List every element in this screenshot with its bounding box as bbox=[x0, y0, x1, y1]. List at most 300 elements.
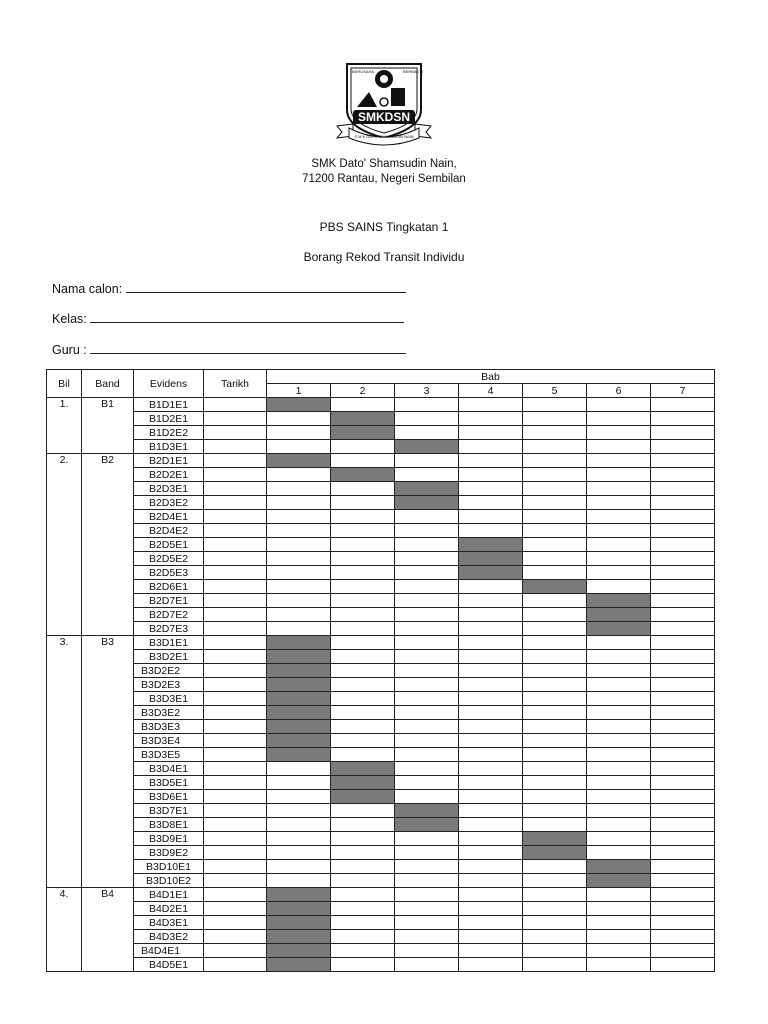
bil-cell bbox=[47, 608, 82, 622]
evidens-cell: B3D2E2 bbox=[134, 664, 204, 678]
bab-cell bbox=[651, 776, 715, 790]
bab-cell bbox=[459, 804, 523, 818]
bab-cell bbox=[523, 538, 587, 552]
bil-cell bbox=[47, 678, 82, 692]
bab-cell bbox=[459, 916, 523, 930]
bil-cell bbox=[47, 552, 82, 566]
bab-cell bbox=[331, 916, 395, 930]
bab-cell bbox=[395, 454, 459, 468]
tarikh-cell[interactable] bbox=[204, 804, 267, 818]
bab-cell bbox=[587, 930, 651, 944]
bab-cell bbox=[523, 720, 587, 734]
tarikh-cell[interactable] bbox=[204, 580, 267, 594]
tarikh-cell[interactable] bbox=[204, 748, 267, 762]
tarikh-cell[interactable] bbox=[204, 818, 267, 832]
tarikh-cell[interactable] bbox=[204, 510, 267, 524]
bab-cell bbox=[651, 734, 715, 748]
table-row bbox=[47, 468, 715, 482]
bab-cell bbox=[459, 468, 523, 482]
bab-cell bbox=[587, 748, 651, 762]
bab-cell bbox=[587, 482, 651, 496]
tarikh-cell[interactable] bbox=[204, 622, 267, 636]
bil-cell bbox=[47, 468, 82, 482]
bab-cell bbox=[651, 944, 715, 958]
band-cell bbox=[82, 412, 134, 426]
bab-cell-shaded bbox=[267, 958, 331, 972]
table-row bbox=[47, 748, 715, 762]
bab-cell bbox=[267, 524, 331, 538]
bab-cell bbox=[395, 664, 459, 678]
bab-cell bbox=[331, 706, 395, 720]
bab-cell bbox=[587, 552, 651, 566]
bil-cell bbox=[47, 874, 82, 888]
guru-label: Guru : bbox=[52, 343, 87, 357]
tarikh-cell[interactable] bbox=[204, 692, 267, 706]
tarikh-cell[interactable] bbox=[204, 776, 267, 790]
tarikh-cell[interactable] bbox=[204, 468, 267, 482]
bab-cell bbox=[523, 412, 587, 426]
tarikh-cell[interactable] bbox=[204, 496, 267, 510]
bab-cell bbox=[651, 874, 715, 888]
evidens-cell: B3D3E2 bbox=[134, 706, 204, 720]
bab-cell bbox=[331, 832, 395, 846]
bab-cell bbox=[587, 510, 651, 524]
tarikh-cell[interactable] bbox=[204, 650, 267, 664]
bab-cell-shaded bbox=[267, 944, 331, 958]
tarikh-cell[interactable] bbox=[204, 636, 267, 650]
kelas-label: Kelas: bbox=[52, 312, 87, 326]
bab-cell bbox=[459, 482, 523, 496]
tarikh-cell[interactable] bbox=[204, 412, 267, 426]
bab-cell bbox=[651, 720, 715, 734]
band-cell bbox=[82, 916, 134, 930]
bab-cell bbox=[587, 678, 651, 692]
evidens-cell: B3D1E1 bbox=[134, 636, 204, 650]
tarikh-cell[interactable] bbox=[204, 440, 267, 454]
bab-cell bbox=[587, 944, 651, 958]
bab-cell bbox=[651, 692, 715, 706]
table-row bbox=[47, 566, 715, 580]
bab-cell bbox=[523, 510, 587, 524]
bab-cell bbox=[395, 790, 459, 804]
table-row bbox=[47, 762, 715, 776]
band-cell bbox=[82, 440, 134, 454]
bab-cell bbox=[587, 720, 651, 734]
evidens-cell: B3D4E1 bbox=[134, 762, 204, 776]
bab-cell bbox=[523, 790, 587, 804]
header-tarikh: Tarikh bbox=[204, 370, 267, 398]
bab-cell bbox=[459, 678, 523, 692]
bab-cell bbox=[651, 538, 715, 552]
bab-cell bbox=[587, 580, 651, 594]
bab-cell bbox=[331, 664, 395, 678]
table-row bbox=[47, 944, 715, 958]
evidens-cell: B2D4E2 bbox=[134, 524, 204, 538]
bab-cell bbox=[395, 930, 459, 944]
band-cell bbox=[82, 468, 134, 482]
bil-cell bbox=[47, 860, 82, 874]
bab-cell bbox=[331, 734, 395, 748]
tarikh-cell[interactable] bbox=[204, 762, 267, 776]
bab-cell bbox=[331, 440, 395, 454]
tarikh-cell[interactable] bbox=[204, 664, 267, 678]
evidens-cell: B3D9E2 bbox=[134, 846, 204, 860]
table-row bbox=[47, 636, 715, 650]
band-cell bbox=[82, 580, 134, 594]
bab-cell bbox=[523, 916, 587, 930]
bil-cell bbox=[47, 566, 82, 580]
bab-cell bbox=[267, 762, 331, 776]
bab-cell bbox=[651, 426, 715, 440]
logo-text-right: BERBAKTI bbox=[403, 69, 423, 74]
bil-cell bbox=[47, 832, 82, 846]
rekod-transit-table bbox=[46, 369, 715, 972]
bil-cell bbox=[47, 776, 82, 790]
tarikh-cell[interactable] bbox=[204, 706, 267, 720]
bab-cell bbox=[587, 818, 651, 832]
bab-cell bbox=[395, 608, 459, 622]
table-row bbox=[47, 426, 715, 440]
tarikh-cell[interactable] bbox=[204, 916, 267, 930]
bab-cell bbox=[459, 524, 523, 538]
tarikh-cell[interactable] bbox=[204, 790, 267, 804]
table-row bbox=[47, 594, 715, 608]
bab-cell-shaded bbox=[395, 804, 459, 818]
bab-cell bbox=[587, 412, 651, 426]
bab-cell bbox=[651, 762, 715, 776]
bab-cell bbox=[651, 440, 715, 454]
bab-cell bbox=[523, 692, 587, 706]
bab-cell bbox=[267, 776, 331, 790]
bab-cell bbox=[523, 706, 587, 720]
bab-cell bbox=[267, 468, 331, 482]
band-cell: B3 bbox=[82, 636, 134, 650]
table-row bbox=[47, 706, 715, 720]
table-row bbox=[47, 496, 715, 510]
bab-cell-shaded bbox=[267, 916, 331, 930]
bab-cell bbox=[267, 860, 331, 874]
band-cell bbox=[82, 860, 134, 874]
tarikh-cell[interactable] bbox=[204, 902, 267, 916]
bab-cell bbox=[523, 860, 587, 874]
bil-cell bbox=[47, 412, 82, 426]
table-row bbox=[47, 888, 715, 902]
bab-cell bbox=[651, 958, 715, 972]
bab-cell bbox=[395, 412, 459, 426]
nama-calon-line[interactable] bbox=[126, 280, 406, 293]
kelas-line[interactable] bbox=[90, 310, 404, 323]
bab-cell bbox=[587, 734, 651, 748]
bil-cell bbox=[47, 720, 82, 734]
bab-cell bbox=[651, 636, 715, 650]
evidens-cell: B3D9E1 bbox=[134, 832, 204, 846]
bab-cell bbox=[331, 818, 395, 832]
band-cell bbox=[82, 608, 134, 622]
bab-cell bbox=[523, 678, 587, 692]
bab-cell-shaded bbox=[267, 692, 331, 706]
table-row bbox=[47, 440, 715, 454]
bab-number-2: 2 bbox=[331, 384, 395, 398]
evidens-cell: B3D3E3 bbox=[134, 720, 204, 734]
bab-cell bbox=[267, 874, 331, 888]
bil-cell bbox=[47, 650, 82, 664]
bab-cell bbox=[587, 790, 651, 804]
bab-cell bbox=[395, 958, 459, 972]
band-cell bbox=[82, 734, 134, 748]
tarikh-cell[interactable] bbox=[204, 874, 267, 888]
tarikh-cell[interactable] bbox=[204, 846, 267, 860]
bil-cell bbox=[47, 510, 82, 524]
tarikh-cell[interactable] bbox=[204, 930, 267, 944]
band-cell bbox=[82, 790, 134, 804]
bab-cell-shaded bbox=[395, 496, 459, 510]
nama-calon-label: Nama calon: bbox=[52, 282, 123, 296]
bab-cell bbox=[523, 398, 587, 412]
tarikh-cell[interactable] bbox=[204, 426, 267, 440]
band-cell bbox=[82, 426, 134, 440]
bab-cell bbox=[459, 650, 523, 664]
bab-cell bbox=[459, 692, 523, 706]
bab-cell bbox=[395, 720, 459, 734]
bab-cell bbox=[587, 524, 651, 538]
bab-cell-shaded bbox=[395, 818, 459, 832]
evidens-cell: B2D7E2 bbox=[134, 608, 204, 622]
band-cell bbox=[82, 524, 134, 538]
bab-cell-shaded bbox=[267, 706, 331, 720]
band-cell bbox=[82, 510, 134, 524]
bab-cell bbox=[395, 622, 459, 636]
bab-cell bbox=[395, 538, 459, 552]
tarikh-cell[interactable] bbox=[204, 524, 267, 538]
bab-cell bbox=[459, 636, 523, 650]
table-row bbox=[47, 608, 715, 622]
bab-cell-shaded bbox=[523, 832, 587, 846]
table-row bbox=[47, 790, 715, 804]
form-title: PBS SAINS Tingkatan 1 bbox=[319, 220, 449, 234]
table-row bbox=[47, 454, 715, 468]
bab-cell bbox=[459, 608, 523, 622]
table-row bbox=[47, 720, 715, 734]
bab-cell bbox=[523, 734, 587, 748]
bab-cell bbox=[651, 650, 715, 664]
bab-cell bbox=[651, 916, 715, 930]
bab-cell bbox=[331, 944, 395, 958]
bab-cell bbox=[587, 454, 651, 468]
bab-cell bbox=[267, 482, 331, 496]
bil-cell bbox=[47, 622, 82, 636]
bab-cell bbox=[587, 664, 651, 678]
bab-cell bbox=[395, 524, 459, 538]
bab-cell bbox=[459, 776, 523, 790]
bil-cell bbox=[47, 804, 82, 818]
bab-cell bbox=[459, 888, 523, 902]
bab-cell-shaded bbox=[331, 762, 395, 776]
bab-cell-shaded bbox=[587, 594, 651, 608]
bil-cell bbox=[47, 916, 82, 930]
bab-cell bbox=[395, 426, 459, 440]
tarikh-cell[interactable] bbox=[204, 454, 267, 468]
bil-cell: 2. bbox=[47, 454, 82, 468]
band-cell bbox=[82, 706, 134, 720]
tarikh-cell[interactable] bbox=[204, 594, 267, 608]
bil-cell bbox=[47, 496, 82, 510]
table-row bbox=[47, 902, 715, 916]
bab-cell bbox=[331, 888, 395, 902]
bab-cell bbox=[587, 538, 651, 552]
bab-cell bbox=[331, 692, 395, 706]
bab-cell bbox=[459, 426, 523, 440]
bab-cell bbox=[395, 468, 459, 482]
band-cell bbox=[82, 552, 134, 566]
bab-number-1: 1 bbox=[267, 384, 331, 398]
bab-cell-shaded bbox=[267, 398, 331, 412]
bab-cell bbox=[395, 636, 459, 650]
evidens-cell: B3D8E1 bbox=[134, 818, 204, 832]
tarikh-cell[interactable] bbox=[204, 538, 267, 552]
tarikh-cell[interactable] bbox=[204, 566, 267, 580]
table-row bbox=[47, 482, 715, 496]
tarikh-cell[interactable] bbox=[204, 944, 267, 958]
band-cell bbox=[82, 678, 134, 692]
band-cell bbox=[82, 930, 134, 944]
bab-cell bbox=[651, 748, 715, 762]
bab-cell bbox=[587, 958, 651, 972]
bab-cell bbox=[523, 552, 587, 566]
band-cell bbox=[82, 650, 134, 664]
header-bil: Bil bbox=[47, 370, 82, 398]
bab-cell-shaded bbox=[267, 748, 331, 762]
bab-cell bbox=[395, 846, 459, 860]
bab-cell bbox=[395, 916, 459, 930]
bab-cell bbox=[395, 706, 459, 720]
band-cell bbox=[82, 874, 134, 888]
table-row bbox=[47, 804, 715, 818]
bab-cell bbox=[395, 748, 459, 762]
band-cell bbox=[82, 720, 134, 734]
bab-cell bbox=[267, 622, 331, 636]
bil-cell: 3. bbox=[47, 636, 82, 650]
evidens-cell: B2D7E3 bbox=[134, 622, 204, 636]
bab-cell bbox=[331, 580, 395, 594]
evidens-cell: B4D4E1 bbox=[134, 944, 204, 958]
band-cell bbox=[82, 692, 134, 706]
tarikh-cell[interactable] bbox=[204, 958, 267, 972]
table-row bbox=[47, 664, 715, 678]
bab-cell bbox=[395, 776, 459, 790]
tarikh-cell[interactable] bbox=[204, 888, 267, 902]
tarikh-cell[interactable] bbox=[204, 608, 267, 622]
bab-cell bbox=[331, 874, 395, 888]
bab-cell bbox=[651, 846, 715, 860]
bil-cell bbox=[47, 762, 82, 776]
bab-cell bbox=[587, 636, 651, 650]
bab-cell bbox=[331, 902, 395, 916]
nama-calon-field bbox=[52, 280, 406, 296]
tarikh-cell[interactable] bbox=[204, 552, 267, 566]
bab-cell bbox=[331, 930, 395, 944]
band-cell: B2 bbox=[82, 454, 134, 468]
band-cell bbox=[82, 832, 134, 846]
bab-cell bbox=[459, 496, 523, 510]
bab-cell bbox=[267, 538, 331, 552]
bab-cell bbox=[331, 622, 395, 636]
bab-cell bbox=[267, 552, 331, 566]
table-row bbox=[47, 874, 715, 888]
bab-cell bbox=[651, 664, 715, 678]
bab-cell bbox=[395, 594, 459, 608]
bab-cell bbox=[523, 804, 587, 818]
bab-cell bbox=[459, 818, 523, 832]
bab-cell bbox=[395, 552, 459, 566]
bab-cell-shaded bbox=[267, 930, 331, 944]
bab-cell bbox=[459, 594, 523, 608]
bab-cell bbox=[523, 762, 587, 776]
bab-cell bbox=[459, 440, 523, 454]
bil-cell: 4. bbox=[47, 888, 82, 902]
table-row bbox=[47, 622, 715, 636]
guru-line[interactable] bbox=[90, 341, 406, 354]
bab-cell-shaded bbox=[587, 622, 651, 636]
bab-cell-shaded bbox=[331, 790, 395, 804]
bab-cell bbox=[395, 944, 459, 958]
tarikh-cell[interactable] bbox=[204, 734, 267, 748]
evidens-cell: B2D7E1 bbox=[134, 594, 204, 608]
bab-cell bbox=[651, 706, 715, 720]
evidens-cell: B4D2E1 bbox=[134, 902, 204, 916]
table-row bbox=[47, 580, 715, 594]
bab-cell-shaded bbox=[267, 664, 331, 678]
bab-cell bbox=[267, 426, 331, 440]
bab-cell bbox=[587, 846, 651, 860]
bab-cell bbox=[267, 594, 331, 608]
table-row bbox=[47, 524, 715, 538]
tarikh-cell[interactable] bbox=[204, 832, 267, 846]
bab-cell bbox=[395, 678, 459, 692]
tarikh-cell[interactable] bbox=[204, 678, 267, 692]
evidens-cell: B4D5E1 bbox=[134, 958, 204, 972]
bab-cell bbox=[395, 902, 459, 916]
table-row bbox=[47, 930, 715, 944]
bab-cell bbox=[651, 524, 715, 538]
bab-cell bbox=[523, 958, 587, 972]
bab-cell-shaded bbox=[331, 412, 395, 426]
bab-cell bbox=[331, 510, 395, 524]
tarikh-cell[interactable] bbox=[204, 860, 267, 874]
bab-cell-shaded bbox=[267, 454, 331, 468]
tarikh-cell[interactable] bbox=[204, 398, 267, 412]
evidens-cell: B2D3E2 bbox=[134, 496, 204, 510]
band-cell bbox=[82, 776, 134, 790]
bab-cell bbox=[651, 412, 715, 426]
bab-cell bbox=[523, 622, 587, 636]
evidens-cell: B2D1E1 bbox=[134, 454, 204, 468]
bab-cell bbox=[651, 678, 715, 692]
bab-cell bbox=[587, 650, 651, 664]
bil-cell bbox=[47, 944, 82, 958]
band-cell bbox=[82, 496, 134, 510]
tarikh-cell[interactable] bbox=[204, 720, 267, 734]
guru-field bbox=[52, 341, 406, 357]
bab-cell bbox=[587, 692, 651, 706]
table-row bbox=[47, 552, 715, 566]
bab-number-5: 5 bbox=[523, 384, 587, 398]
table-row bbox=[47, 678, 715, 692]
table-row bbox=[47, 412, 715, 426]
bab-cell bbox=[267, 496, 331, 510]
bab-cell bbox=[459, 874, 523, 888]
school-logo bbox=[333, 52, 435, 146]
tarikh-cell[interactable] bbox=[204, 482, 267, 496]
